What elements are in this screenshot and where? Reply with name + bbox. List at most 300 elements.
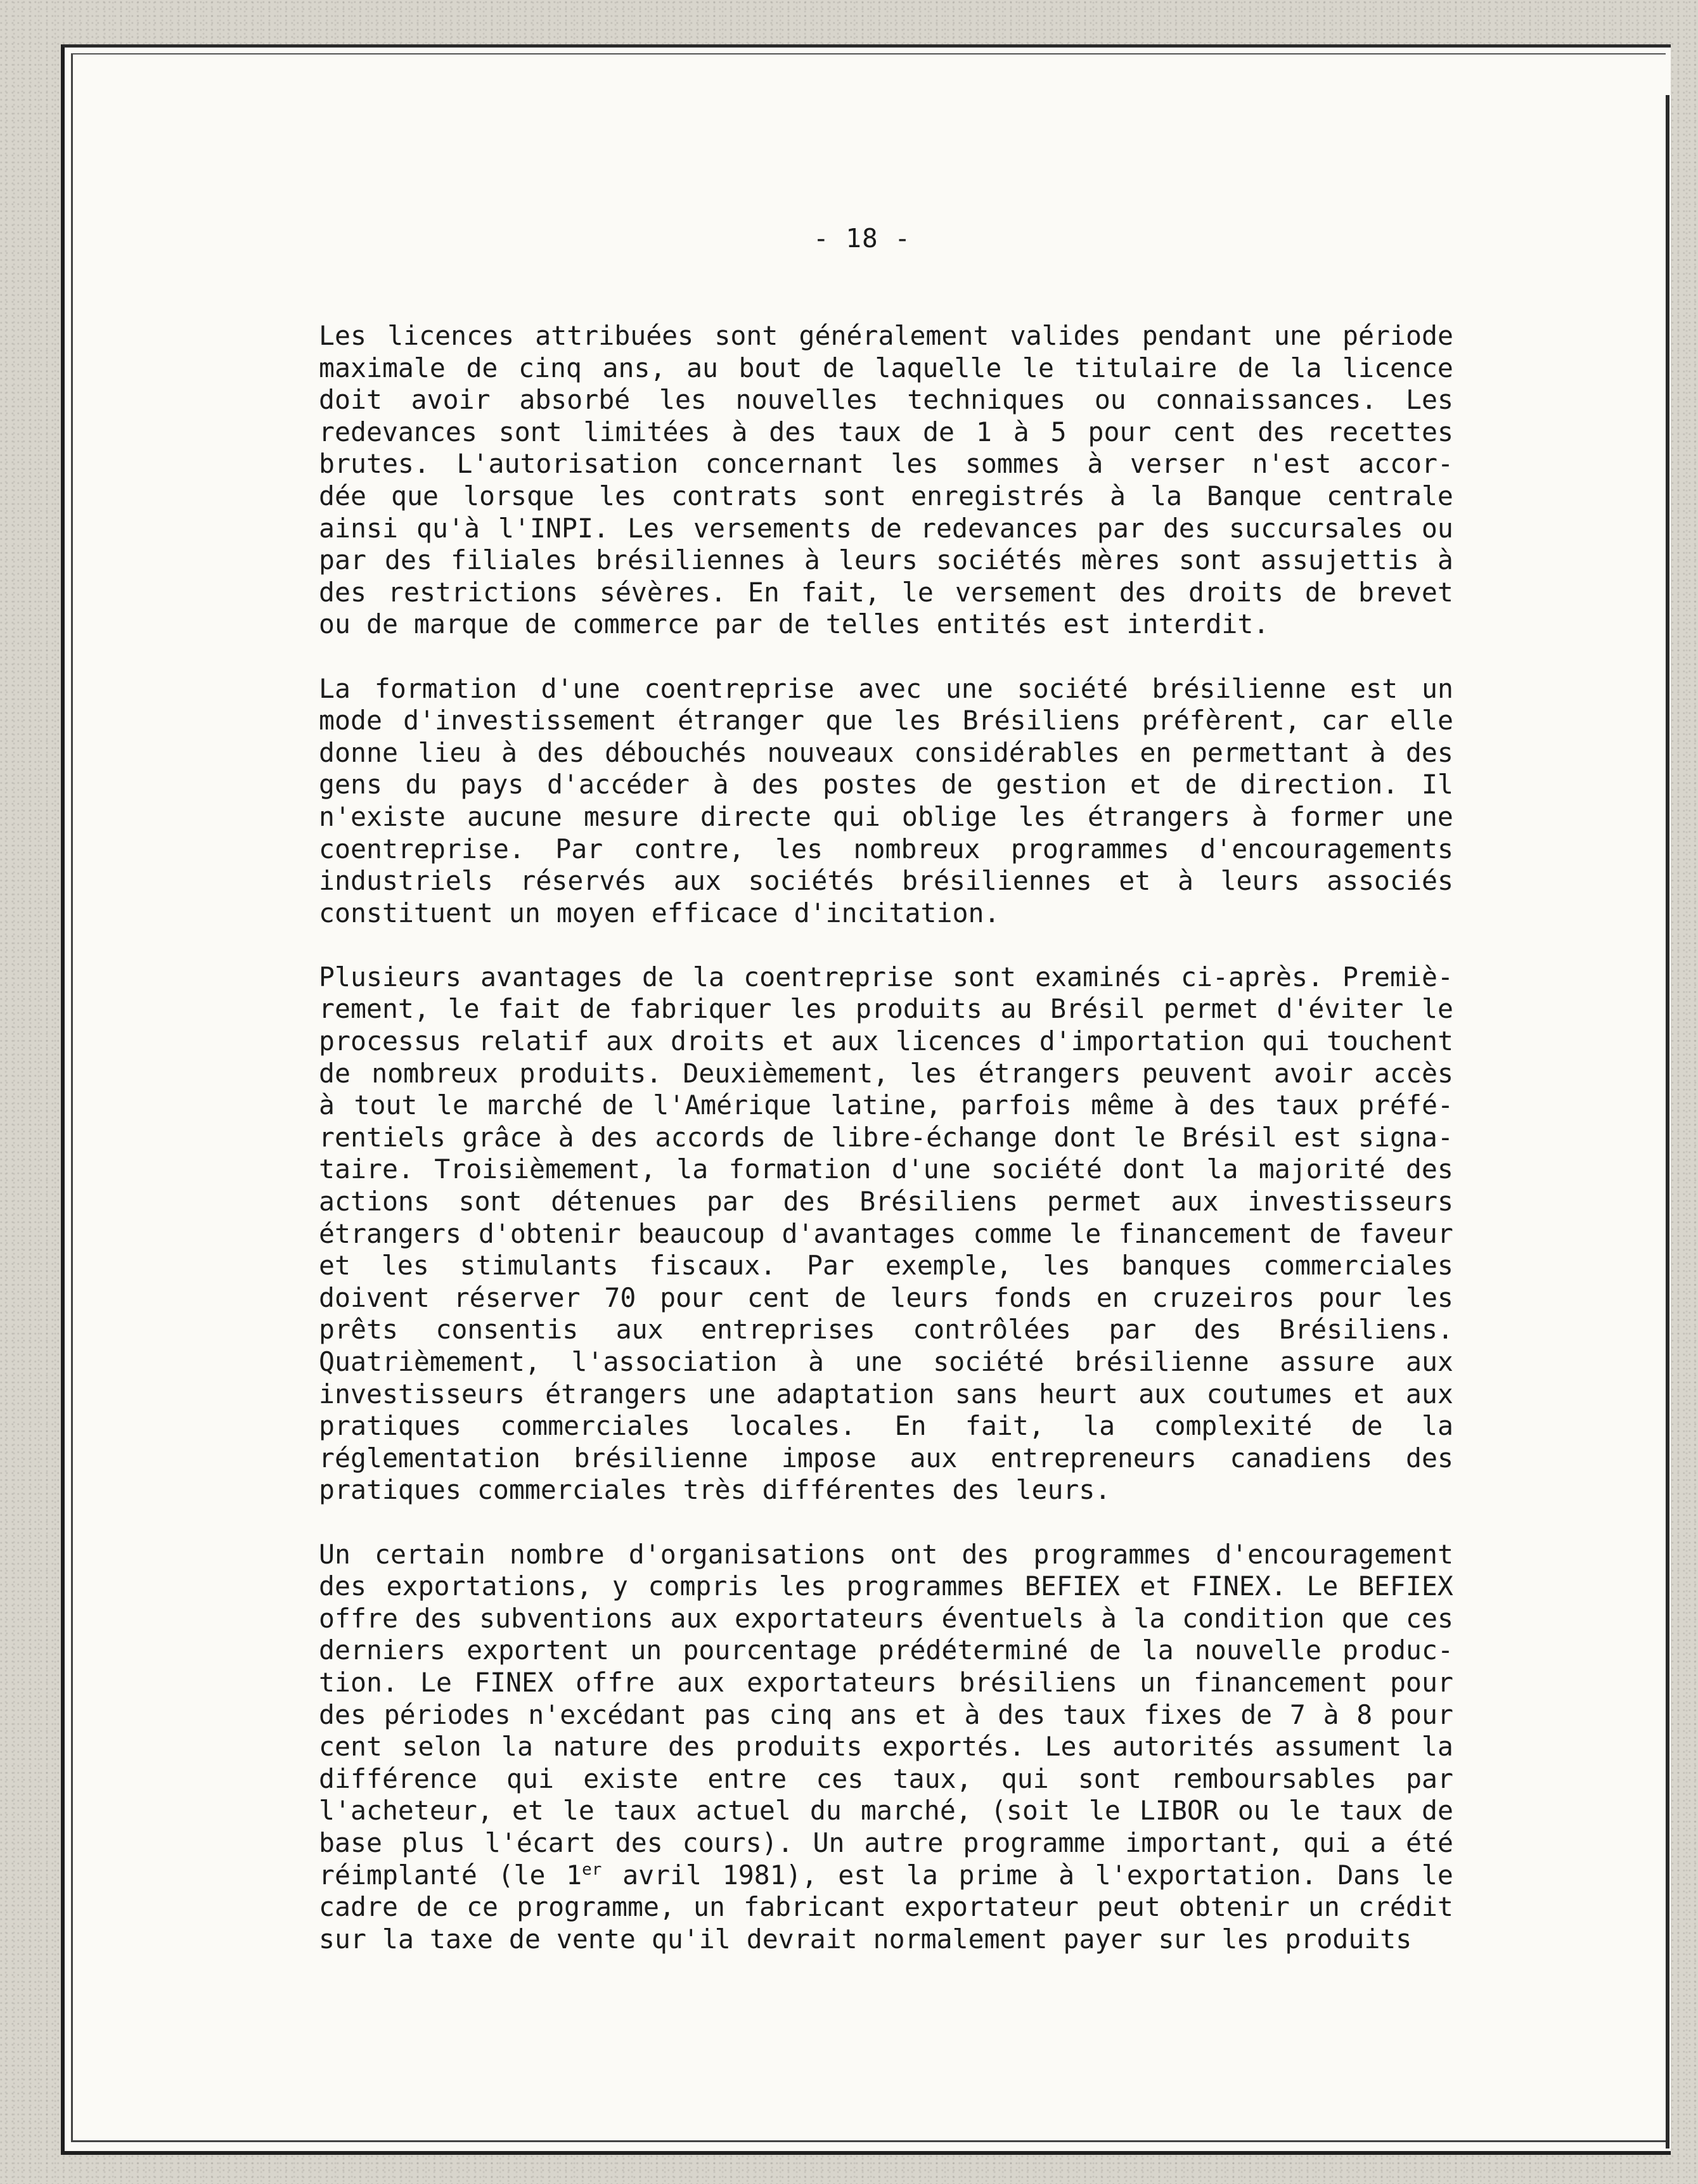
text-line	[319, 416, 1453, 449]
word: de	[1240, 1699, 1273, 1730]
word: est	[1294, 1121, 1342, 1153]
word: 1	[975, 416, 992, 447]
word: ou	[1421, 512, 1453, 544]
text-line	[319, 544, 1453, 577]
word: le	[1288, 1795, 1320, 1827]
word: différence	[319, 1763, 477, 1794]
text-line	[319, 1795, 1453, 1827]
word: que	[825, 705, 873, 736]
word: former	[1289, 800, 1384, 832]
word: l'INPI.	[498, 512, 609, 544]
word: le	[562, 1795, 595, 1827]
word: le	[447, 993, 480, 1025]
word: cruzeiros	[1152, 1281, 1295, 1313]
word: pour	[660, 1281, 724, 1313]
word: la	[382, 1923, 414, 1955]
word: efficace	[651, 897, 778, 928]
word: faveur	[1358, 1217, 1453, 1249]
word: interdit.	[1126, 608, 1270, 640]
word: pour	[1389, 1699, 1453, 1730]
word: FINEX	[474, 1666, 554, 1698]
word: licences	[387, 320, 515, 351]
word: de	[1309, 1217, 1342, 1249]
word: même	[1091, 1089, 1155, 1121]
word: autre	[864, 1827, 944, 1858]
word: l'acheteur,	[319, 1795, 493, 1827]
word: pourcentage	[683, 1635, 858, 1666]
word: libre-échange	[831, 1121, 1038, 1153]
word: de	[641, 961, 674, 992]
word: coentreprise	[644, 672, 835, 704]
word: commerce	[572, 608, 699, 640]
word: Le	[420, 1666, 452, 1698]
word: postes	[823, 769, 918, 800]
page-number: - 18 -	[813, 223, 911, 254]
word: licence	[1342, 352, 1453, 383]
word: enregistrés	[911, 480, 1085, 511]
text-line	[319, 320, 1453, 352]
word: permet	[1046, 1186, 1142, 1217]
word: à	[1058, 1859, 1075, 1891]
word: la	[1133, 1602, 1166, 1634]
document-body	[319, 320, 1453, 1988]
text-line	[319, 1282, 1453, 1314]
word: BEFIEX	[1358, 1571, 1453, 1602]
word: société	[991, 1153, 1102, 1185]
word: fabriquer	[629, 993, 772, 1025]
text-line	[319, 865, 1453, 897]
word: contre,	[633, 833, 745, 864]
word: taux,	[892, 1763, 972, 1794]
paragraph	[319, 1539, 1453, 1956]
word: étranger	[678, 705, 805, 736]
word: mode	[319, 705, 382, 736]
word: réserver	[453, 1281, 581, 1313]
word: les	[790, 993, 838, 1025]
word: pays	[460, 769, 524, 800]
word: des	[1405, 736, 1453, 768]
word: à	[1370, 736, 1386, 768]
word: 8	[1356, 1699, 1373, 1730]
text-line	[319, 1025, 1453, 1058]
word: une	[1405, 800, 1453, 832]
text-line	[319, 384, 1453, 416]
word: pratiques	[319, 1410, 461, 1442]
word: cinq	[518, 352, 582, 383]
word: beaucoup	[638, 1217, 765, 1249]
word: Banque	[1207, 480, 1302, 511]
word: selon	[402, 1731, 482, 1763]
word: à	[501, 736, 518, 768]
word: obtenir	[1178, 1891, 1290, 1923]
word: droits	[671, 1025, 766, 1057]
word: programme	[963, 1827, 1106, 1858]
word: et	[915, 1699, 947, 1730]
word: coentreprise.	[319, 833, 525, 864]
word: par	[1109, 1314, 1157, 1346]
word: ces	[1406, 1602, 1453, 1634]
word: la	[676, 1153, 709, 1185]
word: impose	[781, 1442, 877, 1474]
text-line	[319, 1153, 1453, 1186]
word: des	[1257, 416, 1306, 447]
word: prédéterminé	[878, 1635, 1069, 1666]
word: commerciales	[477, 1474, 667, 1506]
text-line	[319, 1924, 1453, 1956]
word: un	[1422, 672, 1453, 704]
word: du	[809, 1795, 842, 1827]
word: peut	[1097, 1891, 1161, 1923]
word: la	[501, 1731, 533, 1763]
word: centrale	[1327, 480, 1453, 511]
word: des	[615, 1827, 663, 1858]
word: programmes	[1010, 833, 1169, 864]
text-line	[319, 480, 1453, 513]
word: au	[686, 352, 718, 383]
word: produits	[1285, 1923, 1412, 1955]
word: lorsque	[463, 480, 574, 511]
word: important,	[1125, 1827, 1284, 1858]
word: des	[668, 1731, 716, 1763]
word: pas	[704, 1699, 752, 1730]
text-line	[319, 1058, 1453, 1090]
word: taux	[1062, 1699, 1126, 1730]
word: un	[1140, 1666, 1171, 1698]
word: et	[782, 1025, 814, 1057]
text-line	[319, 1218, 1453, 1250]
word: à	[731, 416, 748, 447]
word: pour	[1389, 1666, 1453, 1698]
text-line	[319, 961, 1453, 994]
word: de	[601, 1089, 634, 1121]
word: par	[1097, 512, 1145, 544]
word: processus	[319, 1025, 461, 1057]
word: brésiliens	[959, 1666, 1117, 1698]
word: nouvelle	[1194, 1635, 1322, 1666]
word: avoir	[1273, 1057, 1353, 1089]
word: d'investissement	[403, 705, 657, 736]
word: aux	[1405, 1378, 1453, 1410]
word: taux	[613, 1795, 677, 1827]
paragraph	[319, 961, 1453, 1506]
word: de	[1421, 1795, 1453, 1827]
word: ont	[890, 1538, 938, 1570]
word: commerciales	[500, 1410, 691, 1442]
word: programme,	[517, 1891, 675, 1923]
word: cours).	[682, 1827, 794, 1858]
word: heurt	[1038, 1378, 1118, 1410]
word: le	[436, 1089, 468, 1121]
word: examinés	[1035, 961, 1162, 992]
word: le	[1069, 1217, 1102, 1249]
word: cinq	[769, 1699, 833, 1730]
word: taux	[1275, 1089, 1339, 1121]
word: d'encouragements	[1200, 833, 1453, 864]
word: à	[558, 1121, 574, 1153]
word: sociétés	[748, 865, 875, 897]
word: les	[891, 448, 939, 480]
word: de	[1304, 576, 1337, 608]
word: limitées	[583, 416, 711, 447]
word: aucune	[466, 800, 562, 832]
word: entrepreneurs	[991, 1442, 1197, 1474]
word: et	[511, 1795, 544, 1827]
word: société	[1017, 672, 1128, 704]
word: dont	[1053, 1121, 1117, 1153]
word: Troisièmement,	[434, 1153, 657, 1185]
word: produits.	[519, 1057, 662, 1089]
word: éventuels	[941, 1602, 1084, 1634]
word: latine,	[830, 1089, 942, 1121]
word: Les	[1045, 1731, 1093, 1763]
word: étrangers	[319, 1217, 461, 1249]
word: étrangers	[1087, 800, 1230, 832]
word: y	[612, 1571, 628, 1602]
word: Le	[1306, 1571, 1339, 1602]
word: 5	[1050, 416, 1067, 447]
word: coentreprise	[743, 961, 934, 992]
word: leurs	[890, 1281, 970, 1313]
word: grâce	[462, 1121, 542, 1153]
word: formation	[728, 1153, 872, 1185]
word: à	[804, 544, 820, 576]
word: de	[579, 993, 611, 1025]
word: taire.	[319, 1153, 414, 1185]
word: pour	[1318, 1281, 1382, 1313]
word: redevances	[920, 512, 1079, 544]
text-line	[319, 737, 1453, 769]
word: des	[591, 1121, 639, 1153]
word: exportés.	[882, 1731, 1025, 1763]
word: produits	[735, 1731, 863, 1763]
word: rement,	[319, 993, 430, 1025]
word: périodes	[383, 1699, 511, 1730]
word: fabricant	[743, 1891, 886, 1923]
word: brésilienne	[1074, 1346, 1249, 1377]
word: la	[1142, 1635, 1174, 1666]
word: brevet	[1358, 576, 1453, 608]
word: une	[708, 1378, 756, 1410]
word: fonds	[993, 1281, 1073, 1313]
word: des	[1405, 1442, 1453, 1474]
word: à	[1177, 865, 1193, 897]
word: leurs.	[1015, 1474, 1111, 1506]
word: touchent	[1327, 1025, 1453, 1057]
word: la	[1206, 1153, 1238, 1185]
word: investisseurs	[319, 1378, 525, 1410]
word: les	[599, 480, 646, 511]
word: aux	[673, 865, 721, 897]
word: signa-	[1358, 1121, 1453, 1153]
word: à	[1173, 1089, 1190, 1121]
word: normalement	[873, 1923, 1048, 1955]
word: marque	[413, 608, 509, 640]
word: n'est	[1252, 448, 1332, 480]
word: généralement	[799, 320, 989, 351]
word: des	[385, 544, 432, 576]
word: qui	[832, 800, 880, 832]
word: gestion	[996, 769, 1107, 800]
word: sur	[319, 1923, 366, 1955]
word: brésilienne	[574, 1442, 749, 1474]
word: par	[706, 1186, 754, 1217]
word: des	[415, 1602, 463, 1634]
text-line	[319, 673, 1453, 705]
word: avril	[622, 1859, 702, 1891]
word: sans	[955, 1378, 1019, 1410]
word: telles	[825, 608, 921, 640]
word: dée	[319, 480, 366, 511]
word: le	[901, 576, 934, 608]
word: le	[1422, 993, 1453, 1025]
word: 1981),	[722, 1859, 818, 1891]
word: En	[894, 1410, 927, 1442]
word: fiscaux.	[649, 1250, 776, 1281]
word: permettant	[1191, 736, 1350, 768]
word: maximale	[319, 352, 446, 383]
word: marché	[487, 1089, 583, 1121]
word: un	[508, 897, 541, 928]
word: des	[1405, 1153, 1453, 1185]
word: très	[683, 1474, 747, 1506]
word: le	[1088, 1795, 1121, 1827]
word: et	[1130, 769, 1162, 800]
word: ci-après.	[1181, 961, 1323, 992]
word: réimplanté	[319, 1859, 477, 1891]
word: accor-	[1358, 448, 1453, 480]
word: d'accéder	[547, 769, 690, 800]
word: les	[910, 1057, 958, 1089]
word: contrôlées	[913, 1314, 1072, 1346]
word: de	[941, 769, 973, 800]
word: brésiliennes	[596, 544, 786, 576]
text-line	[319, 1603, 1453, 1635]
text-line	[319, 833, 1453, 866]
word: des	[769, 416, 817, 447]
word: une	[1273, 320, 1322, 351]
word: derniers	[319, 1635, 446, 1666]
word: cent	[747, 1281, 811, 1313]
word: de	[508, 1923, 541, 1955]
word: stimulants	[460, 1250, 619, 1281]
word: autorités	[1112, 1731, 1255, 1763]
word: mères	[1081, 544, 1161, 576]
word: un	[630, 1635, 662, 1666]
word: contrats	[671, 480, 798, 511]
word: 7	[1289, 1699, 1306, 1730]
word: avoir	[411, 384, 491, 416]
word: des	[952, 1474, 1000, 1506]
word: permet	[1163, 993, 1259, 1025]
word: période	[1342, 320, 1453, 351]
word: Les	[627, 512, 675, 544]
word: d'obtenir	[478, 1217, 621, 1249]
word: offre	[576, 1666, 655, 1698]
word: redevances	[319, 416, 477, 447]
word: que	[1341, 1602, 1389, 1634]
word: l'association	[571, 1346, 778, 1377]
word: étrangers	[978, 1057, 1121, 1089]
word: cent	[319, 1731, 382, 1763]
word: est	[1350, 672, 1398, 704]
word: Brésiliens	[859, 1186, 1019, 1217]
word: réservés	[520, 865, 647, 897]
text-line	[319, 1860, 1453, 1892]
word: nouvelles	[735, 384, 878, 416]
word: qui	[506, 1763, 555, 1794]
word: rentiels	[319, 1121, 446, 1153]
word: commerciales	[1263, 1250, 1453, 1281]
word: les	[659, 384, 707, 416]
word: Dans	[1337, 1859, 1401, 1891]
word: droits	[1188, 576, 1283, 608]
word: direction.	[1240, 769, 1399, 800]
word: vente	[556, 1923, 636, 1955]
word: compris	[648, 1571, 759, 1602]
word: fait,	[801, 576, 880, 608]
word: entités	[936, 608, 1048, 640]
word: est	[1063, 608, 1111, 640]
word: société	[933, 1346, 1045, 1377]
word: qui	[1303, 1827, 1351, 1858]
word: concernant	[705, 448, 864, 480]
word: les	[1405, 1281, 1453, 1313]
word: que	[391, 480, 439, 511]
word: recettes	[1327, 416, 1453, 447]
word: des	[998, 1699, 1046, 1730]
text-line	[319, 1635, 1453, 1667]
word: débouchés	[605, 736, 747, 768]
word: qui	[1262, 1025, 1310, 1057]
word: comme	[973, 1217, 1053, 1249]
word: par	[1406, 1763, 1453, 1794]
word: Premiè-	[1342, 961, 1453, 992]
word: sont	[498, 416, 562, 447]
word: Plusieurs	[319, 961, 461, 992]
word: (le	[498, 1859, 546, 1891]
word: financement	[1193, 1666, 1368, 1698]
word: ces	[816, 1763, 864, 1794]
word: à	[712, 769, 729, 800]
word: considérables	[914, 736, 1120, 768]
text-line	[319, 577, 1453, 609]
word: la	[693, 961, 724, 992]
word: pratiques	[319, 1474, 461, 1506]
word: avec	[858, 672, 922, 704]
word: à	[1087, 448, 1103, 480]
paragraph	[319, 673, 1453, 930]
word: licences	[896, 1025, 1023, 1057]
word: locales.	[729, 1410, 856, 1442]
word: complexité	[1154, 1410, 1313, 1442]
word: le	[1133, 1121, 1166, 1153]
word: à	[1109, 480, 1126, 511]
word: de	[366, 608, 398, 640]
word: avantages	[480, 961, 623, 992]
word: brésiliennes	[901, 865, 1092, 897]
word: des	[962, 1538, 1010, 1570]
text-line	[319, 1699, 1453, 1731]
word: les	[1018, 800, 1066, 832]
word: constituent	[319, 897, 493, 928]
word: une	[945, 672, 993, 704]
word: d'importation	[1039, 1025, 1245, 1057]
word: d'éviter	[1277, 993, 1404, 1025]
word: plus	[401, 1827, 465, 1858]
word: Un	[319, 1538, 351, 1570]
word: donne	[319, 736, 398, 768]
word: aux	[606, 1025, 654, 1057]
